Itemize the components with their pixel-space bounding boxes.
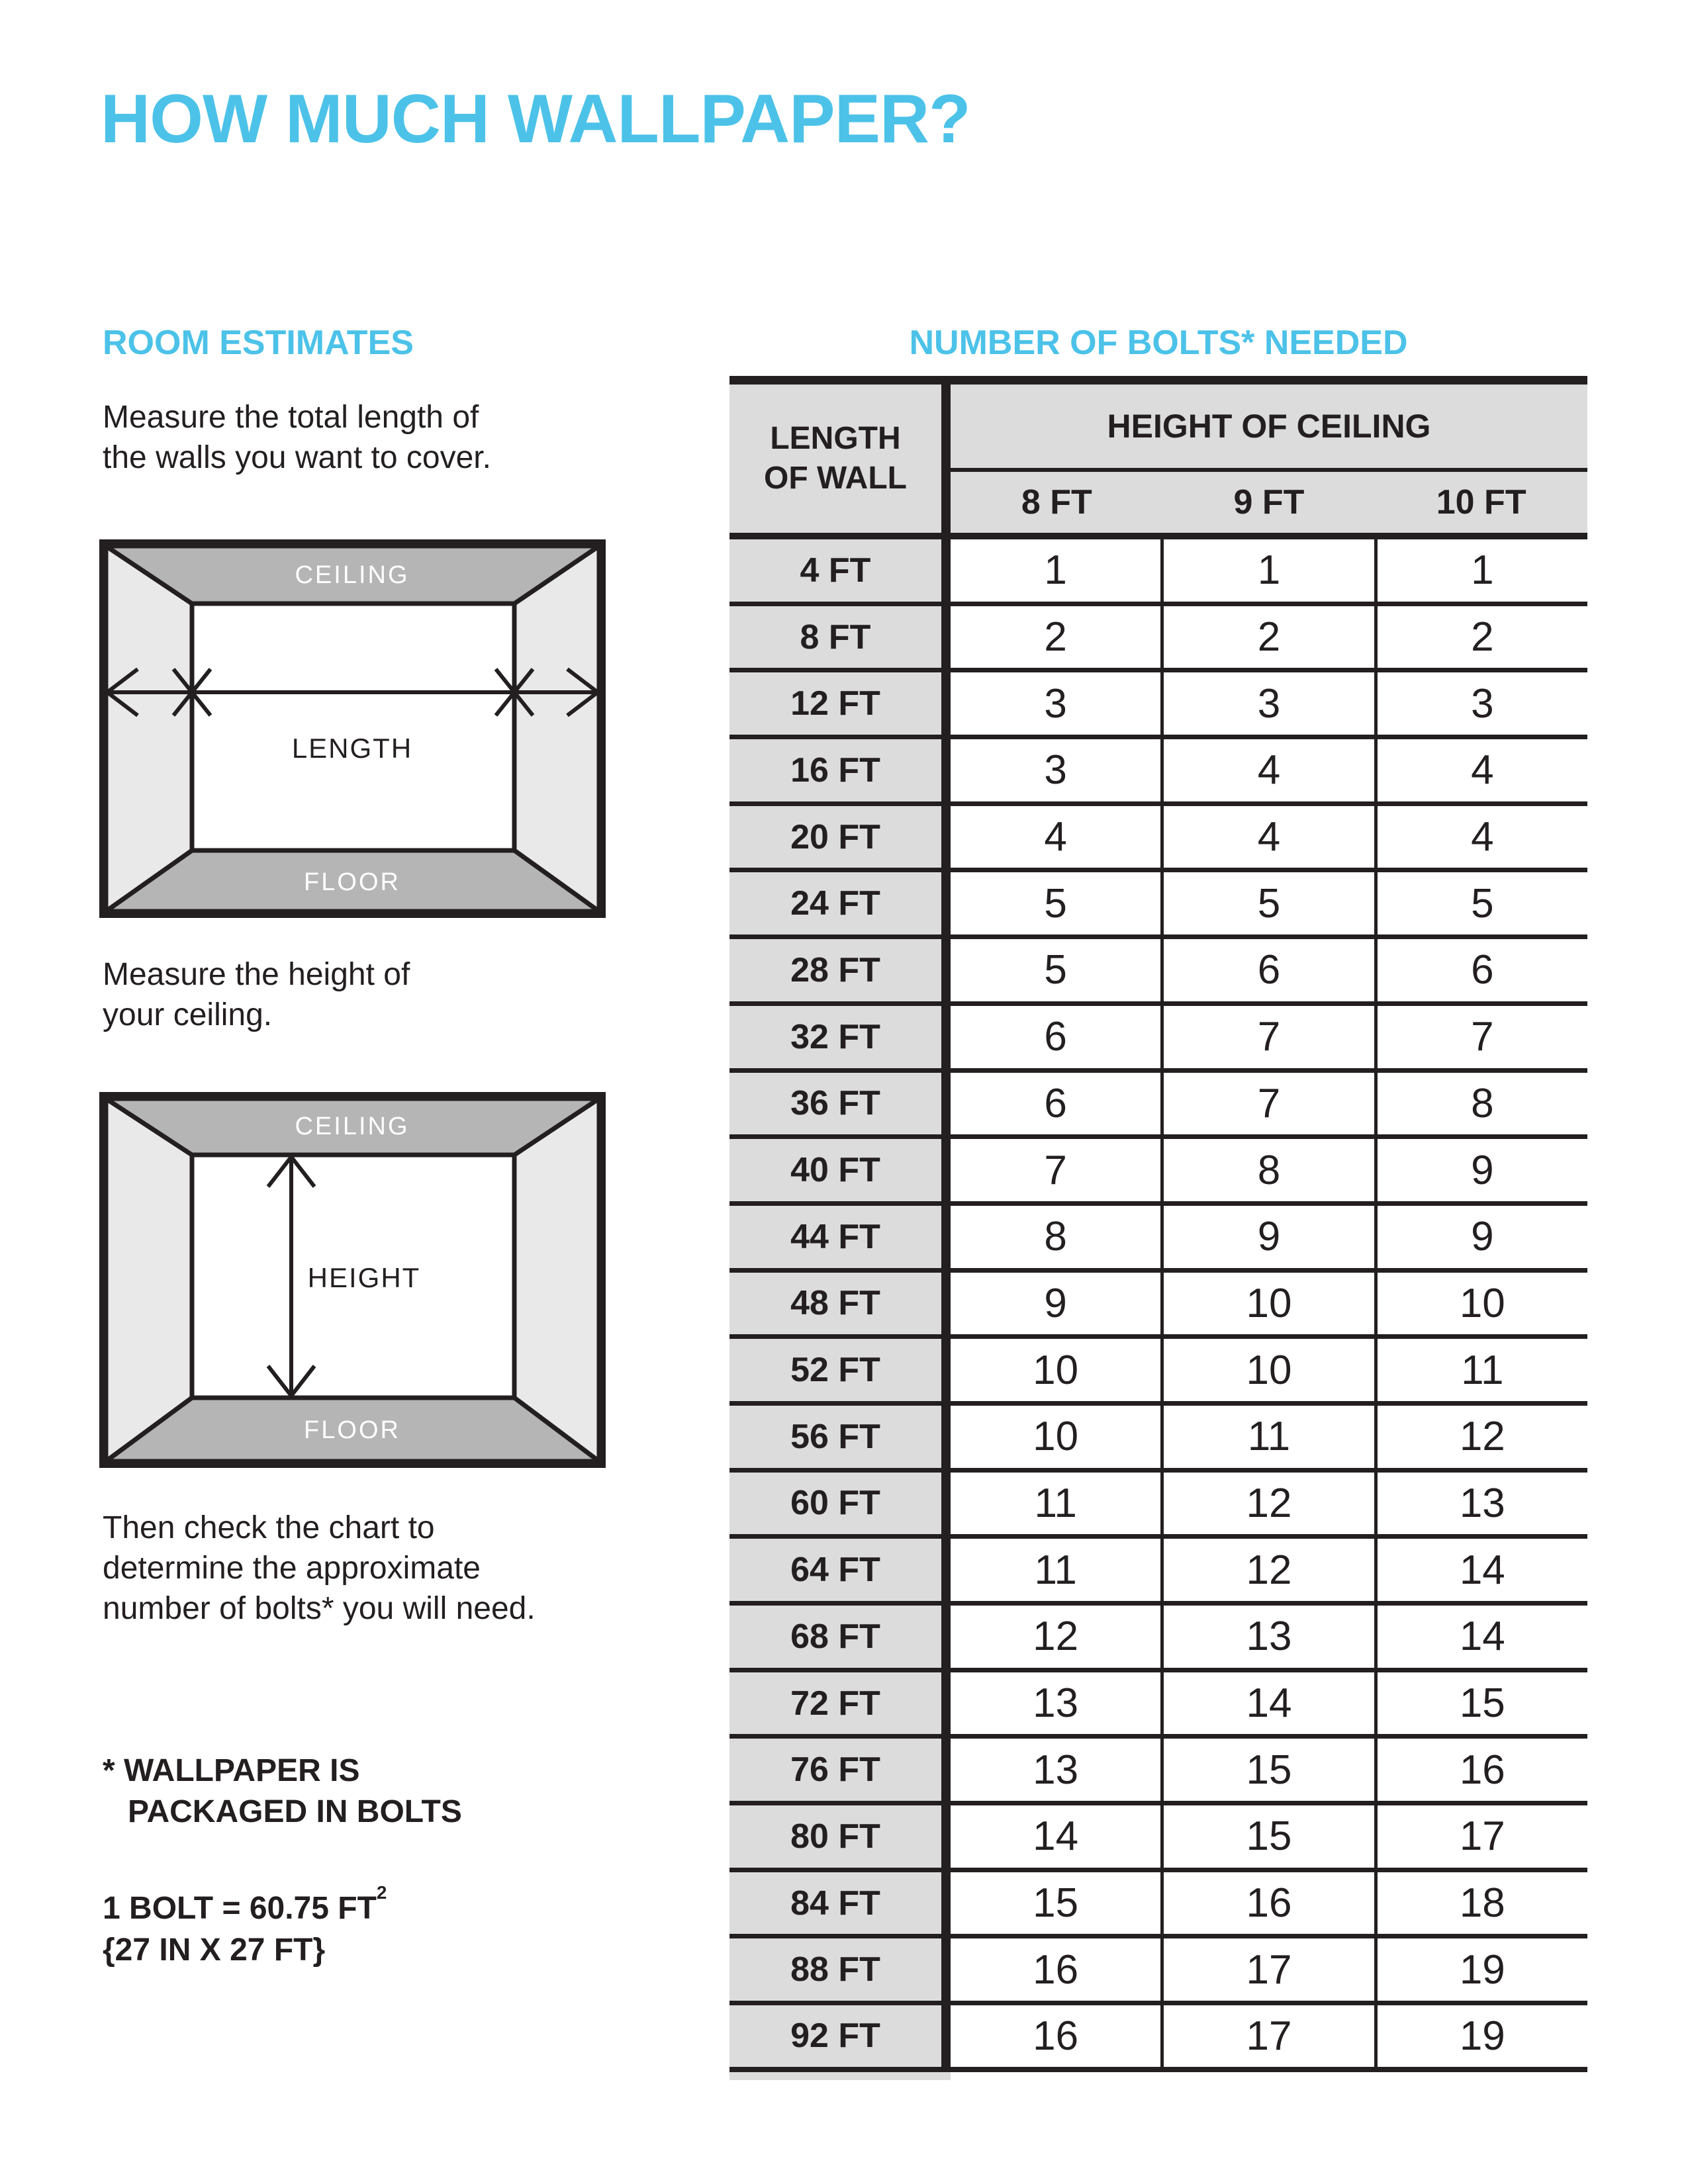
paragraph-check-chart — [103, 1508, 536, 1629]
column-header-8ft: 8 FT — [1021, 483, 1092, 522]
row-value: 16 — [951, 2005, 1160, 2067]
row-value: 2 — [1374, 606, 1587, 668]
table-row — [729, 1139, 1587, 1206]
row-label: 24 FT — [729, 872, 951, 934]
row-value: 4 — [1160, 739, 1374, 801]
row-value: 10 — [1160, 1273, 1374, 1335]
table-header-right — [951, 385, 1587, 533]
paragraph-line: determine the approximate — [103, 1551, 481, 1586]
row-value: 12 — [1160, 1473, 1374, 1535]
row-label: 72 FT — [729, 1672, 951, 1735]
row-value: 13 — [1374, 1473, 1587, 1535]
row-value: 15 — [1160, 1739, 1374, 1801]
footnote-wallpaper-bolts — [103, 1751, 462, 1833]
row-value: 6 — [951, 1073, 1160, 1135]
row-value: 16 — [951, 1938, 1160, 2001]
row-value: 6 — [1374, 939, 1587, 1001]
row-value: 2 — [1160, 606, 1374, 668]
row-value: 14 — [951, 1805, 1160, 1868]
table-row — [729, 1539, 1587, 1606]
table-row — [729, 1872, 1587, 1939]
row-value: 9 — [1374, 1139, 1587, 1201]
table-row — [729, 806, 1587, 873]
row-value: 11 — [951, 1473, 1160, 1535]
row-value: 3 — [951, 739, 1160, 801]
row-value: 9 — [951, 1273, 1160, 1335]
room-height-diagram — [99, 1092, 606, 1468]
table-header — [729, 385, 1587, 539]
row-value: 13 — [1160, 1606, 1374, 1668]
row-label: 60 FT — [729, 1473, 951, 1535]
bolt-equation-superscript: 2 — [376, 1882, 387, 1903]
section-heading-room-estimates: ROOM ESTIMATES — [103, 324, 414, 362]
row-value: 12 — [1160, 1539, 1374, 1601]
floor-label: FLOOR — [304, 868, 400, 896]
row-value: 17 — [1160, 2005, 1374, 2067]
table-row — [729, 1073, 1587, 1140]
row-label: 56 FT — [729, 1406, 951, 1468]
table-row — [729, 939, 1587, 1006]
row-value: 6 — [951, 1006, 1160, 1068]
group-header-height-of-ceiling: HEIGHT OF CEILING — [951, 385, 1587, 472]
table-row — [729, 1938, 1587, 2005]
row-value: 14 — [1374, 1539, 1587, 1601]
row-label: 4 FT — [729, 539, 951, 602]
row-value: 7 — [1160, 1073, 1374, 1135]
paragraph-line: Then check the chart to — [103, 1510, 435, 1545]
row-label: 20 FT — [729, 806, 951, 868]
ceiling-height-columns — [951, 472, 1587, 533]
row-label: 64 FT — [729, 1539, 951, 1601]
row-value: 6 — [1160, 939, 1374, 1001]
row-value: 7 — [951, 1139, 1160, 1201]
row-value: 1 — [951, 539, 1160, 602]
row-label: 92 FT — [729, 2005, 951, 2067]
paragraph-line: the walls you want to cover. — [103, 440, 491, 475]
table-row — [729, 672, 1587, 739]
row-value: 8 — [1374, 1073, 1587, 1135]
row-label: 80 FT — [729, 1805, 951, 1868]
table-row — [729, 1805, 1587, 1872]
row-value: 11 — [1160, 1406, 1374, 1468]
paragraph-line: your ceiling. — [103, 997, 273, 1032]
table-row — [729, 1273, 1587, 1340]
row-value: 9 — [1374, 1206, 1587, 1268]
row-value: 7 — [1374, 1006, 1587, 1068]
table-bottom-gray-tab — [729, 2072, 951, 2080]
table-row — [729, 1206, 1587, 1273]
table-row — [729, 1406, 1587, 1473]
footnote-line: PACKAGED IN BOLTS — [128, 1794, 462, 1829]
footnote-line: * WALLPAPER IS — [103, 1753, 360, 1788]
bolt-table-body — [729, 539, 1587, 2072]
bolts-needed-table — [729, 376, 1587, 2080]
paragraph-line: Measure the height of — [103, 957, 410, 992]
bolt-dimensions: {27 IN X 27 FT} — [103, 1933, 326, 1968]
row-value: 3 — [951, 672, 1160, 735]
row-value: 11 — [1374, 1339, 1587, 1401]
row-value: 18 — [1374, 1872, 1587, 1934]
row-value: 10 — [951, 1339, 1160, 1401]
row-label: 84 FT — [729, 1872, 951, 1934]
paragraph-line: number of bolts* you will need. — [103, 1591, 536, 1626]
row-value: 7 — [1160, 1006, 1374, 1068]
bolt-equation — [103, 1881, 387, 1929]
row-value: 9 — [1160, 1206, 1374, 1268]
row-value: 13 — [951, 1672, 1160, 1735]
row-value: 4 — [1374, 739, 1587, 801]
right-wall — [514, 546, 599, 911]
row-value: 8 — [951, 1206, 1160, 1268]
back-wall — [192, 604, 514, 850]
row-label: 36 FT — [729, 1073, 951, 1135]
table-row — [729, 1339, 1587, 1406]
row-label: 28 FT — [729, 939, 951, 1001]
header-line: LENGTH — [770, 421, 901, 456]
row-label: 88 FT — [729, 1938, 951, 2001]
row-value: 17 — [1374, 1805, 1587, 1868]
row-value: 4 — [1160, 806, 1374, 868]
table-row — [729, 872, 1587, 939]
row-value: 5 — [951, 872, 1160, 934]
row-label: 32 FT — [729, 1006, 951, 1068]
header-line: OF WALL — [764, 461, 907, 496]
row-label: 52 FT — [729, 1339, 951, 1401]
paragraph-measure-height — [103, 954, 410, 1035]
bolt-equation-text: 1 BOLT = 60.75 FT — [103, 1891, 377, 1926]
section-heading-bolts-needed: NUMBER OF BOLTS* NEEDED — [909, 324, 1408, 362]
paragraph-measure-length — [103, 397, 491, 478]
floor-label: FLOOR — [304, 1416, 400, 1444]
row-value: 16 — [1374, 1739, 1587, 1801]
row-value: 12 — [951, 1606, 1160, 1668]
column-header-10ft: 10 FT — [1436, 483, 1526, 522]
row-label: 12 FT — [729, 672, 951, 735]
table-row — [729, 1006, 1587, 1073]
row-value: 4 — [951, 806, 1160, 868]
paragraph-line: Measure the total length of — [103, 400, 479, 435]
row-value: 5 — [1160, 872, 1374, 934]
table-row — [729, 606, 1587, 673]
row-value: 15 — [951, 1872, 1160, 1934]
row-label: 16 FT — [729, 739, 951, 801]
left-wall — [106, 546, 192, 911]
row-value: 10 — [951, 1406, 1160, 1468]
length-label: LENGTH — [291, 733, 413, 764]
row-value: 11 — [951, 1539, 1160, 1601]
row-value: 1 — [1160, 539, 1374, 602]
row-label: 68 FT — [729, 1606, 951, 1668]
row-value: 13 — [951, 1739, 1160, 1801]
row-value: 19 — [1374, 1938, 1587, 2001]
table-row — [729, 2005, 1587, 2072]
row-value: 5 — [951, 939, 1160, 1001]
row-value: 5 — [1374, 872, 1587, 934]
row-value: 1 — [1374, 539, 1587, 602]
column-header-length-of-wall — [729, 385, 951, 533]
row-value: 8 — [1160, 1139, 1374, 1201]
table-row — [729, 1606, 1587, 1672]
table-row — [729, 739, 1587, 806]
row-value: 15 — [1160, 1805, 1374, 1868]
row-value: 17 — [1160, 1938, 1374, 2001]
row-value: 2 — [951, 606, 1160, 668]
row-value: 3 — [1160, 672, 1374, 735]
row-value: 4 — [1374, 806, 1587, 868]
row-label: 76 FT — [729, 1739, 951, 1801]
row-value: 16 — [1160, 1872, 1374, 1934]
row-value: 15 — [1374, 1672, 1587, 1735]
row-value: 14 — [1374, 1606, 1587, 1668]
row-label: 48 FT — [729, 1273, 951, 1335]
row-value: 12 — [1374, 1406, 1587, 1468]
row-value: 19 — [1374, 2005, 1587, 2067]
row-value: 14 — [1160, 1672, 1374, 1735]
table-row — [729, 1473, 1587, 1539]
row-value: 10 — [1160, 1339, 1374, 1401]
table-row — [729, 1672, 1587, 1739]
ceiling-label: CEILING — [295, 1113, 410, 1140]
table-row — [729, 539, 1587, 606]
height-label: HEIGHT — [307, 1262, 421, 1293]
row-value: 3 — [1374, 672, 1587, 735]
table-top-bar — [729, 376, 1587, 385]
row-value: 10 — [1374, 1273, 1587, 1335]
column-header-9ft: 9 FT — [1233, 483, 1305, 522]
row-label: 8 FT — [729, 606, 951, 668]
row-label: 40 FT — [729, 1139, 951, 1201]
room-length-diagram — [99, 539, 606, 918]
table-row — [729, 1739, 1587, 1805]
row-label: 44 FT — [729, 1206, 951, 1268]
page-title: HOW MUCH WALLPAPER? — [101, 81, 970, 158]
ceiling-label: CEILING — [295, 561, 410, 589]
